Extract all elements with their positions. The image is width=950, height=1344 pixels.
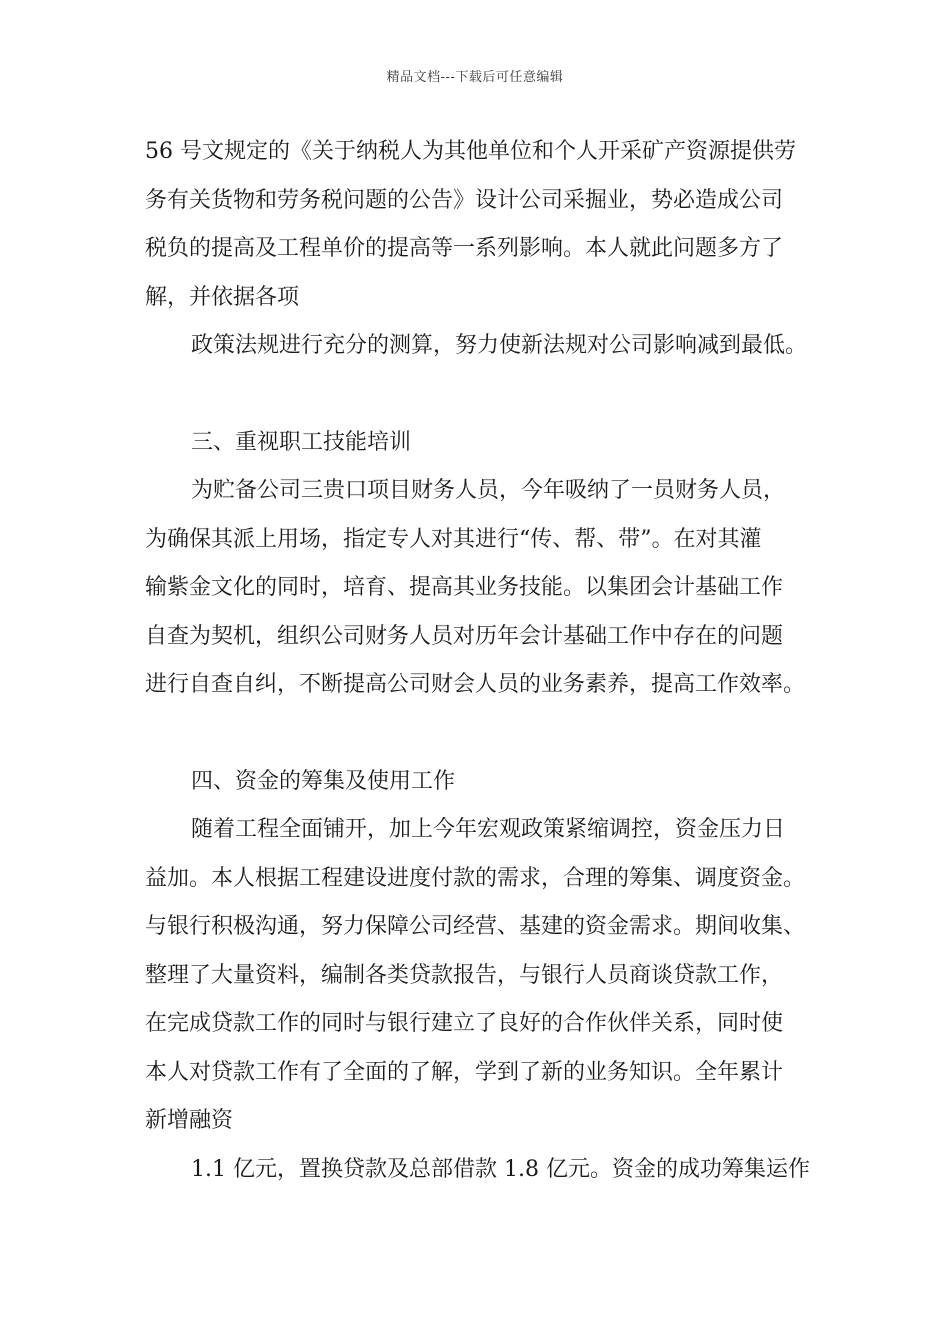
section-gap [145, 710, 835, 758]
text-line: 政策法规进行充分的测算，努力使新法规对公司影响减到最低。 [191, 333, 808, 358]
paragraph-training [145, 467, 835, 710]
text-line: 1.1 亿元，置换贷款及总部借款 1.8 亿元。资金的成功筹集运作 [191, 1156, 810, 1182]
text-line: 56 号文规定的《关于纳税人为其他单位和个人开采矿产资源提供劳 [145, 139, 796, 164]
text-line: 随着工程全面铺开，加上今年宏观政策紧缩调控，资金压力日 [191, 817, 786, 842]
paragraph-policy-calculation [145, 322, 835, 371]
text-line: 进行自查自纠，不断提高公司财会人员的业务素养，提高工作效率。 [145, 672, 806, 697]
text-line: 本人对贷款工作有了全面的了解，学到了新的业务知识。全年累计 [145, 1059, 784, 1085]
text-line: 益加。本人根据工程建设进度付款的需求，合理的筹集、调度资金。 [145, 865, 806, 891]
text-line: 为确保其派上用场，指定专人对其进行“传、帮、带”。在对其灌 [145, 526, 762, 552]
page-header: 精品文档---下载后可任意编辑 [386, 70, 564, 85]
text-line: 税负的提高及工程单价的提高等一系列影响。本人就此问题多方了 [145, 236, 784, 261]
section-heading-funding: 四、资金的筹集及使用工作 [191, 768, 456, 794]
section-gap [145, 371, 835, 419]
text-line: 整理了大量资料，编制各类贷款报告，与银行人员商谈贷款工作， [145, 962, 784, 988]
text-line: 为贮备公司三贵口项目财务人员，今年吸纳了一员财务人员， [191, 478, 786, 503]
text-line: 自查为契机，组织公司财务人员对历年会计基础工作中存在的问题 [145, 623, 784, 649]
document-body [145, 128, 835, 1194]
text-line: 解，并依据各项 [145, 284, 300, 310]
paragraph-tax-policy [145, 128, 835, 322]
text-line: 在完成贷款工作的同时与银行建立了良好的合作伙伴关系，同时使 [145, 1011, 784, 1036]
section-heading-training: 三、重视职工技能培训 [191, 429, 412, 455]
text-line: 输紫金文化的同时，培育、提高其业务技能。以集团会计基础工作 [145, 575, 784, 600]
text-line: 新增融资 [145, 1108, 234, 1133]
paragraph-financing-amount [145, 1146, 835, 1195]
text-line: 与银行积极沟通，努力保障公司经营、基建的资金需求。期间收集、 [145, 914, 806, 939]
paragraph-funding [145, 806, 835, 1146]
text-line: 务有关货物和劳务税问题的公告》设计公司采掘业，势必造成公司 [145, 187, 784, 213]
